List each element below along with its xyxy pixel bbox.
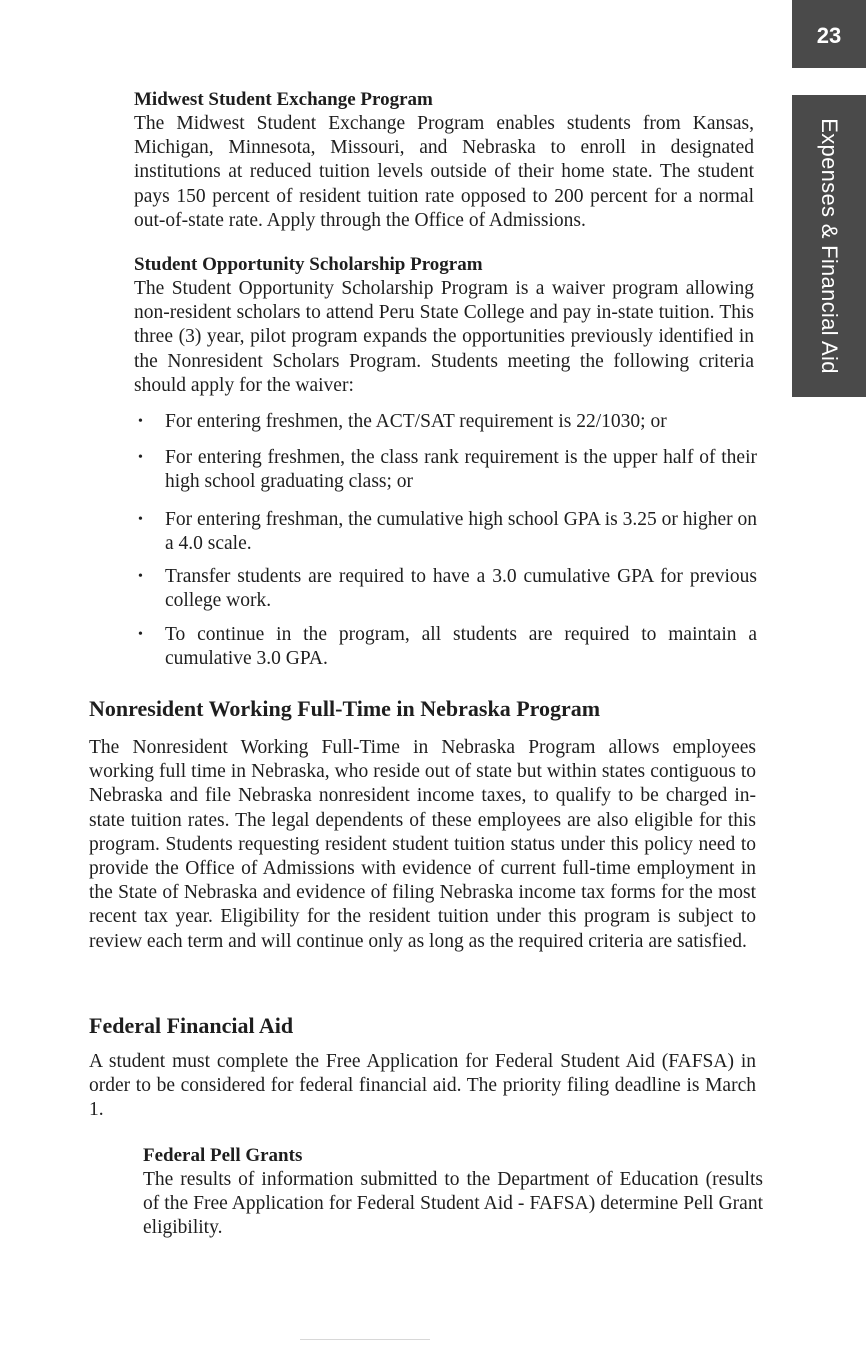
bullet-item <box>138 565 757 613</box>
opportunity-heading: Student Opportunity Scholarship Program <box>134 254 483 275</box>
pell-section <box>143 1144 763 1241</box>
opportunity-body: The Student Opportunity Scholarship Program is a waiver program allowing non-resident scholars to attend Peru State College and pay in-state tuition. This three (3) year, pilot program expands the opportunities previously identified in the Nonresident Scholars Program. Students meeting the following criteria should apply for the waiver: <box>134 278 754 396</box>
bullet-text: For entering freshmen, the ACT/SAT requirement is 22/1030; or <box>165 411 667 432</box>
footer-divider <box>300 1339 430 1340</box>
bullet-dot-icon: • <box>138 512 143 527</box>
section-tab-label: Expenses & Financial Aid <box>817 118 842 374</box>
bullet-dot-icon: • <box>138 450 143 465</box>
nonresident-heading: Nonresident Working Full-Time in Nebraska Program <box>89 696 601 721</box>
bullet-text: Transfer students are required to have a 3.0 cumulative GPA for previous college work. <box>165 566 757 612</box>
federal-body: A student must complete the Free Application for Federal Student Aid (FAFSA) in order to be considered for federal financial aid. The priority filing deadline is March 1. <box>89 1051 756 1121</box>
federal-heading: Federal Financial Aid <box>89 1013 294 1038</box>
pell-heading: Federal Pell Grants <box>143 1145 303 1166</box>
bullet-item <box>138 508 757 556</box>
bullet-dot-icon: • <box>138 569 143 584</box>
opportunity-section <box>134 253 754 398</box>
nonresident-section <box>89 736 756 954</box>
page-number-tab <box>792 0 866 68</box>
midwest-section <box>134 88 754 233</box>
pell-body: The results of information submitted to the Department of Education (results of the Free Application for Federal Student Aid - FAFSA) determine Pell Grant eligibility. <box>143 1169 763 1239</box>
bullet-dot-icon: • <box>138 627 143 642</box>
bullet-text: To continue in the program, all students are required to maintain a cumulative 3.0 GPA. <box>165 624 757 670</box>
bullet-item <box>138 410 757 434</box>
nonresident-body: The Nonresident Working Full-Time in Nebraska Program allows employees working full time in Nebraska, who reside out of state but within states contiguous to Nebraska and file Nebraska nonresident income taxes, to qualify to be charged in-state tuition rates. The legal dependents of these employees are also eligible for this program. Students requesting resident student tuition status under this policy need to provide the Office of Admissions with evidence of current full-time employment in the State of Nebraska and evidence of filing Nebraska income tax forms for the most recent tax year. Eligibility for the resident tuition under this program is subject to review each term and will continue only as long as the required criteria are satisfied. <box>89 737 756 952</box>
bullet-dot-icon: • <box>138 414 143 429</box>
midwest-heading: Midwest Student Exchange Program <box>134 89 433 110</box>
bullet-item <box>138 623 757 671</box>
federal-section <box>89 1050 756 1123</box>
bullet-item <box>138 446 757 494</box>
midwest-body: The Midwest Student Exchange Program enables students from Kansas, Michigan, Minnesota, Missouri, and Nebraska to enroll in designated institutions at reduced tuition levels outside of their home state. The student pays 150 percent of resident tuition rate opposed to 200 percent for a normal out-of-state rate. Apply through the Office of Admissions. <box>134 113 754 231</box>
bullet-text: For entering freshmen, the class rank requirement is the upper half of their high school graduating class; or <box>165 447 757 493</box>
bullet-text: For entering freshman, the cumulative high school GPA is 3.25 or higher on a 4.0 scale. <box>165 509 757 555</box>
page-number: 23 <box>816 23 842 48</box>
section-tab <box>792 95 866 397</box>
